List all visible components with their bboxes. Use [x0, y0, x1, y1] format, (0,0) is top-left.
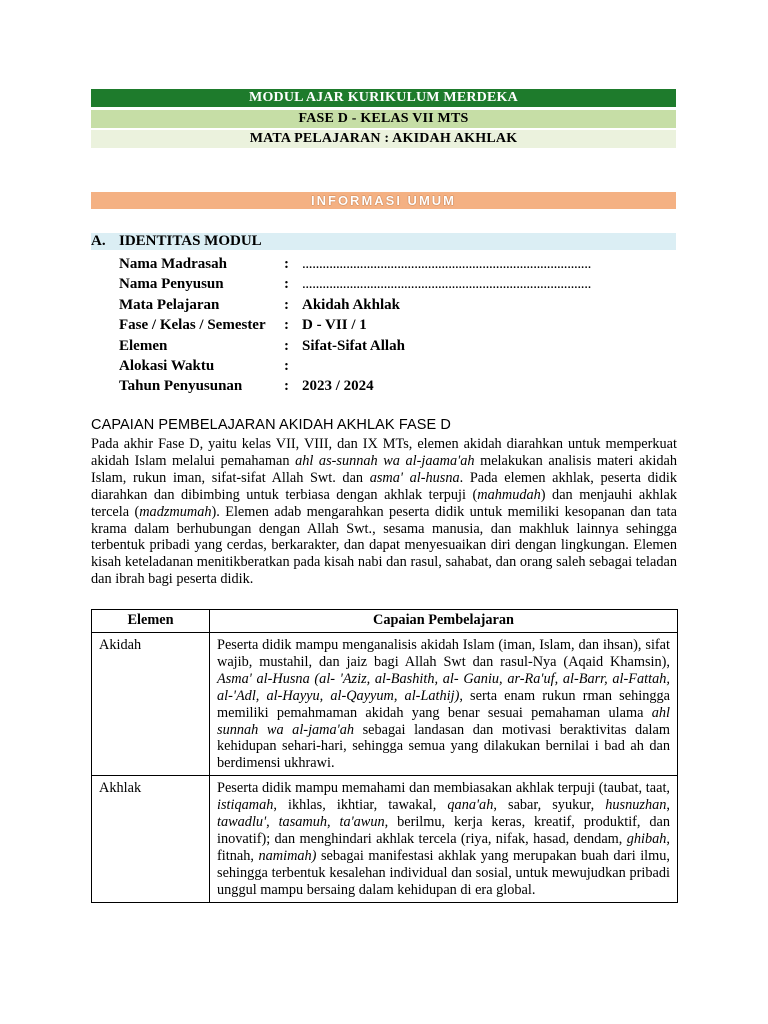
identitas-colon: :: [284, 317, 289, 334]
table-header-row: [92, 610, 678, 633]
info-umum-band: INFORMASI UMUM: [91, 192, 676, 209]
identitas-label: Alokasi Waktu: [119, 357, 215, 374]
module-title-band: MODUL AJAR KURIKULUM MERDEKA: [91, 89, 676, 107]
italic-term: ahl as-sunnah wa al-jaama'ah: [295, 452, 475, 469]
identitas-colon: :: [284, 256, 289, 272]
table-cell-capaian: Peserta didik mampu memahami dan membiasakan akhlak terpuji (taubat, taat, istiqamah, ikhlas, ikhtiar, tawakal, qana'ah, sabar, syukur, husnuzhan, tawadlu', tasamuh, ta'awun, berilmu, kerja keras, kreatif, produktif, dan inovatif); dan menghindari akhlak tercela (riya, nifak, hasad, dendam, ghibah, fitnah, namimah) sebagai manifestasi akhlak yang merupakan buah dari ilmu, sehingga terbentuk kesalehan individual dan sosial, untuk mewujudkan pribadi unggul mampu bersaing dalam kehidupan di era global.: [210, 776, 678, 902]
section-title: IDENTITAS MODUL: [119, 233, 262, 249]
italic-term: ahl sunnah wa al-jama'ah: [217, 704, 670, 738]
italic-term: qana'ah: [447, 797, 494, 814]
identitas-label: Mata Pelajaran: [119, 296, 220, 313]
identitas-value: Sifat-Sifat Allah: [302, 337, 405, 354]
identitas-row-tahun: [119, 376, 679, 396]
column-header-capaian: Capaian Pembelajaran: [210, 610, 678, 633]
subject-band: MATA PELAJARAN : AKIDAH AKHLAK: [91, 130, 676, 148]
italic-term: Asma' al-Husna (al- 'Aziz, al-Bashith, al- Ganiu, ar-Ra'uf, al-Barr, al-Fattah, al-'Adl, al-Hayyu, al-Qayyum, al-Lathij): [217, 670, 670, 704]
italic-term: asma' al-husna: [369, 469, 460, 486]
table-cell-capaian: Peserta didik mampu menganalisis akidah Islam (iman, Islam, dan ihsan), sifat wajib, mustahil, dan jaiz bagi Allah Swt dan rasul-Nya (Aqaid Khamsin), Asma' al-Husna (al- 'Aziz, al-Bashith, al- Ganiu, ar-Ra'uf, al-Barr, al-Fattah, al-'Adl, al-Hayyu, al-Qayyum, al-Lathij), serta enam rukun rman sehingga memiliki pemahmaman akidah yang benar sesuai pemahaman ulama ahl sunnah wa al-jama'ah sebagai landasan dan motivasi beraktivitas dalam kehidupan sehari-hari, sehingga semua yang dilakukan bernilai i bad ah dan berdimensi ukhrawi.: [210, 633, 678, 776]
italic-term: mahmudah: [477, 486, 541, 503]
identitas-value: D - VII / 1: [302, 317, 367, 334]
identitas-value: 2023 / 2024: [302, 378, 374, 395]
identitas-row-madrasah: [119, 254, 679, 274]
capaian-heading: CAPAIAN PEMBELAJARAN AKIDAH AKHLAK FASE D: [91, 417, 452, 433]
identitas-colon: :: [284, 378, 289, 395]
italic-term: ghibah: [626, 830, 667, 847]
italic-term: husnuzhan: [605, 797, 667, 814]
italic-term: istiqamah: [217, 797, 274, 814]
table-cell-elemen: Akidah: [92, 633, 210, 776]
identitas-row-alokasi: [119, 356, 679, 376]
column-header-elemen: Elemen: [92, 610, 210, 633]
identitas-colon: :: [284, 276, 289, 293]
identitas-section-heading: [91, 233, 676, 250]
table-cell-elemen: Akhlak: [92, 776, 210, 902]
identitas-colon: :: [284, 296, 289, 313]
italic-term: tasamuh: [278, 814, 328, 831]
identitas-colon: :: [284, 357, 289, 374]
identitas-label: Nama Madrasah: [119, 256, 227, 272]
identitas-value: .....................................................................................: [302, 276, 592, 293]
italic-term: madzmumah: [139, 503, 212, 520]
identitas-colon: :: [284, 337, 289, 354]
identitas-label: Nama Penyusun: [119, 276, 224, 293]
table-row: [92, 776, 678, 902]
identitas-row-mapel: [119, 295, 679, 315]
identitas-row-fase: [119, 315, 679, 335]
italic-term: ta'awun: [339, 814, 385, 831]
identitas-value: Akidah Akhlak: [302, 296, 400, 313]
identitas-row-elemen: [119, 336, 679, 356]
italic-term: tawadlu': [217, 814, 267, 831]
identitas-row-penyusun: [119, 274, 679, 294]
identitas-label: Elemen: [119, 337, 168, 354]
italic-term: namimah): [258, 847, 317, 864]
capaian-paragraph: Pada akhir Fase D, yaitu kelas VII, VIII, dan IX MTs, elemen akidah diarahkan untuk memperkuat akidah Islam melalui pemahaman ahl as-sunnah wa al-jaama'ah melakukan analisis materi akidah Islam, rukun iman, sifat-sifat Allah Swt. dan asma' al-husna. Pada elemen akhlak, peserta didik diarahkan dan dibimbing untuk terbiasa dengan akhlak terpuji (mahmudah) dan menjauhi akhlak tercela (madzmumah). Elemen adab mengarahkan peserta didik untuk memiliki kesopanan dan tata krama dalam berhubungan dengan Allah Swt., sesama manusia, dan makhluk lainnya sehingga terbentuk pribadi yang cerdas, berkarakter, dan dapat menyesuaikan diri dengan lingkungan. Elemen kisah keteladanan menitikberatkan pada kisah nabi dan rasul, sahabat, dan orang saleh sebagai teladan dan ibrah bagi peserta didik.: [91, 436, 678, 588]
identitas-label: Fase / Kelas / Semester: [119, 317, 266, 334]
phase-class-band: FASE D - KELAS VII MTS: [91, 110, 676, 128]
identitas-list: [119, 254, 679, 397]
table-row: [92, 633, 678, 776]
capaian-table: [91, 609, 678, 903]
identitas-label: Tahun Penyusunan: [119, 378, 243, 395]
identitas-value: .....................................................................................: [302, 256, 592, 272]
section-letter: A.: [91, 233, 106, 249]
